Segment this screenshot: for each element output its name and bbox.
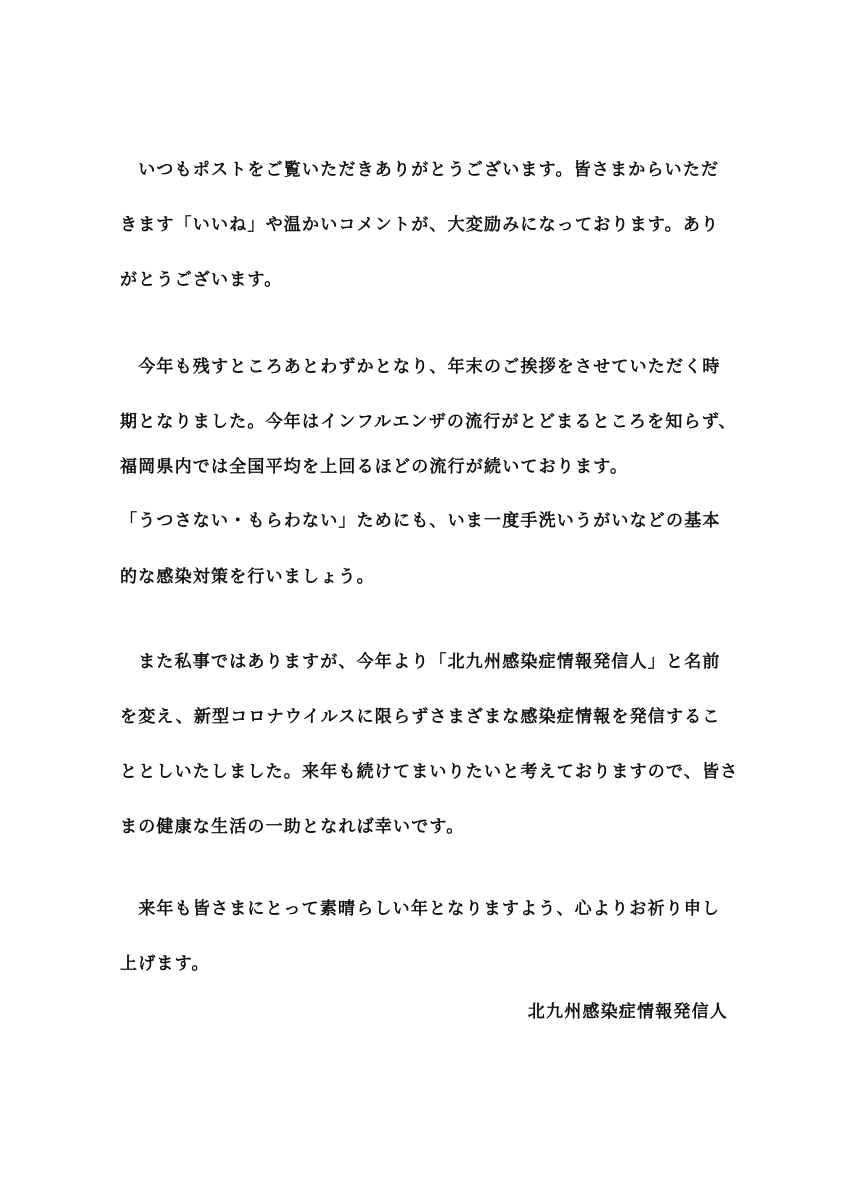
paragraph-4-line-1: 来年も皆さまにとって素晴らしい年となりますよう、心よりお祈り申し (120, 899, 721, 919)
paragraph-2-line-2: 期となりました。今年はインフルエンザの流行がとどまるところを知らず、 (120, 412, 737, 432)
paragraph-1-line-1: いつもポストをご覧いただきありがとうございます。皆さまからいただ (120, 160, 720, 180)
paragraph-3-line-2: を変え、新型コロナウイルスに限らずさまざまな感染症情報を発信するこ (120, 707, 721, 727)
paragraph-2-line-3: 福岡県内では全国平均を上回るほどの流行が続いております。 (120, 457, 629, 477)
paragraph-3-line-4: まの健康な生活の一助となれば幸いです。 (120, 817, 465, 837)
signature: 北九州感染症情報発信人 (527, 1002, 728, 1022)
paragraph-4-line-2: 上げます。 (120, 954, 210, 974)
paragraph-2-line-1: 今年も残すところあとわずかとなり、年末のご挨拶をさせていただく時 (120, 357, 721, 377)
paragraph-1-line-3: がとうございます。 (120, 270, 283, 290)
paragraph-2-line-4: 「うつさない・もらわない」ためにも、いま一度手洗いうがいなどの基本 (120, 511, 721, 531)
paragraph-3-line-1: また私事ではありますが、今年より「北九州感染症情報発信人」と名前 (120, 652, 721, 672)
paragraph-1-line-2: きます「いいね」や温かいコメントが、大変励みになっております。あり (120, 215, 720, 235)
paragraph-2-line-5: 的な感染対策を行いましょう。 (120, 567, 375, 587)
paragraph-3-line-3: ととしいたしました。来年も続けてまいりたいと考えておりますので、皆さ (120, 762, 739, 782)
